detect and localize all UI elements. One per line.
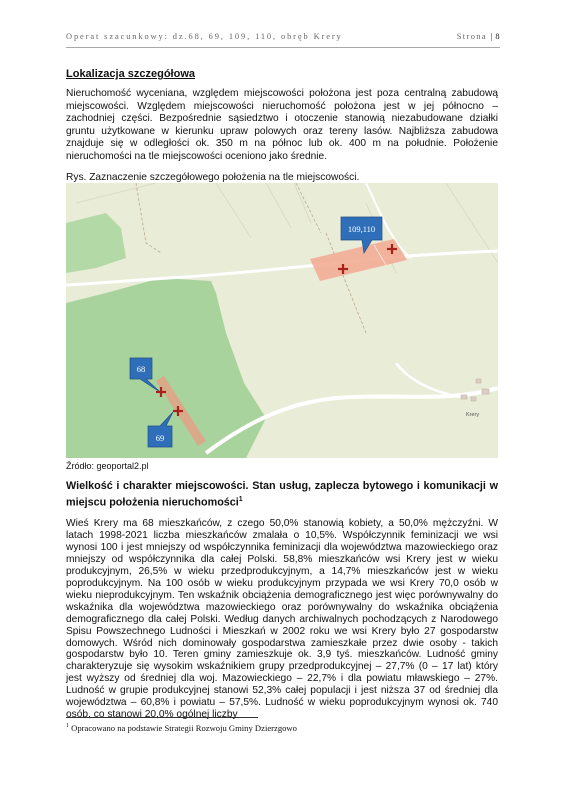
village-label: Krery [466, 412, 480, 418]
header-title: Operat szacunkowy: dz.68, 69, 109, 110, obręb Krery [66, 32, 343, 41]
section-heading-location: Lokalizacja szczegółowa [66, 68, 195, 80]
footnote-divider [66, 717, 258, 718]
village-paragraph: Wieś Krery ma 68 mieszkańców, z czego 50,0% stanowią kobiety, a 50,0% mężczyźni. W latach 1998-2021 liczba mieszkańców zmalała o 10,5%. Współczynnik feminizacji we wsi wynosi 100 i jest mniejszy od współczynnika feminizacji dla województwa mazowieckiego oraz mniejszy od współczynnika dla całej Polski. 58,8% mieszkańców wsi Krery jest w wieku produkcyjnym, 26,5% w wieku przedprodukcyjnym, a 14,7% mieszkańców jest w wieku poprodukcyjnym. Na 100 osób w wieku produkcyjnym przypada we wsi Krery 70,0 osób w wieku nieprodukcyjnym. Ten wskaźnik obciążenia demograficznego jest więc porównywalny do wskaźnika dla województwa mazowieckiego oraz porównywalny do wskaźnika obciążenia demograficznego dla całej Polski. Według danych archiwalnych pochodzących z Narodowego Spisu Powszechnego Ludności i Mieszkań w 2002 roku we wsi Krery było 27 gospodarstw domowych. Wśród nich dominowały gospodarstwa zamieszkałe przez dwie osoby - takich gospodarstw było 10. Teren gminy zamieszkuje ok. 3,9 tyś. mieszkańców. Ludność gminy charakteryzuje się wysokim wskaźnikiem grupy przedprodukcyjnej – 27,7% (0 – 17 lat) który jest wyższy od średniej dla woj. Mazowieckiego – 22,7% i dla powiatu mławskiego – 27%. Ludność w grupie produkcyjnej stanowi 52,3% całej populacji i jest niższa 37 od średniej dla województwa – 60,8% i powiatu – 57,5%. Ludność w wieku poprodukcyjnym wynosi ok. 740 osób, co stanowi 20,0% ogólnej liczby [66, 518, 498, 721]
section-heading-village-text: Wielkość i charakter miejscowości. Stan usług, zaplecza bytowego i komunikacji w miejscu położenia nieruchomości [66, 480, 498, 509]
map-source: Źródło: geoportal2.pl [66, 461, 149, 471]
callout-68-label: 68 [136, 364, 146, 374]
location-map [66, 183, 498, 458]
figure-caption: Rys. Zaznaczenie szczegółowego położenia na tle miejscowości. [66, 172, 360, 183]
callout-69-label: 69 [155, 433, 165, 443]
footnote [66, 723, 297, 733]
location-paragraph: Nieruchomość wyceniana, względem miejscowości położona jest poza centralną zabudową miejscowości. Względem miejscowości nieruchomość położona jest w jej północno – zachodniej części. Bezpośrednie sąsiedztwo i otoczenie stanowią niezabudowane działki gruntu użytkowane w kierunku upraw polowych oraz tereny lasów. Najbliższa zabudowa znajduje się w odległości ok. 350 m na północ lub ok. 400 m na południe. Położenie nieruchomości na tle miejscowości oceniono jako średnie. [66, 88, 498, 162]
footnote-text: Opracowano na podstawie Strategii Rozwoju Gminy Dzierzgowo [71, 723, 297, 733]
footnote-number: 1 [66, 723, 69, 730]
running-header [66, 32, 500, 44]
header-divider [66, 47, 500, 48]
page-label: Strona [456, 32, 488, 41]
map-canvas [66, 183, 498, 458]
footnote-ref: 1 [238, 496, 243, 503]
callout-109-110-label: 109,110 [347, 224, 376, 234]
page-number: 8 [495, 32, 500, 41]
section-heading-village [66, 480, 498, 510]
header-page: Strona | 8 [456, 32, 500, 41]
